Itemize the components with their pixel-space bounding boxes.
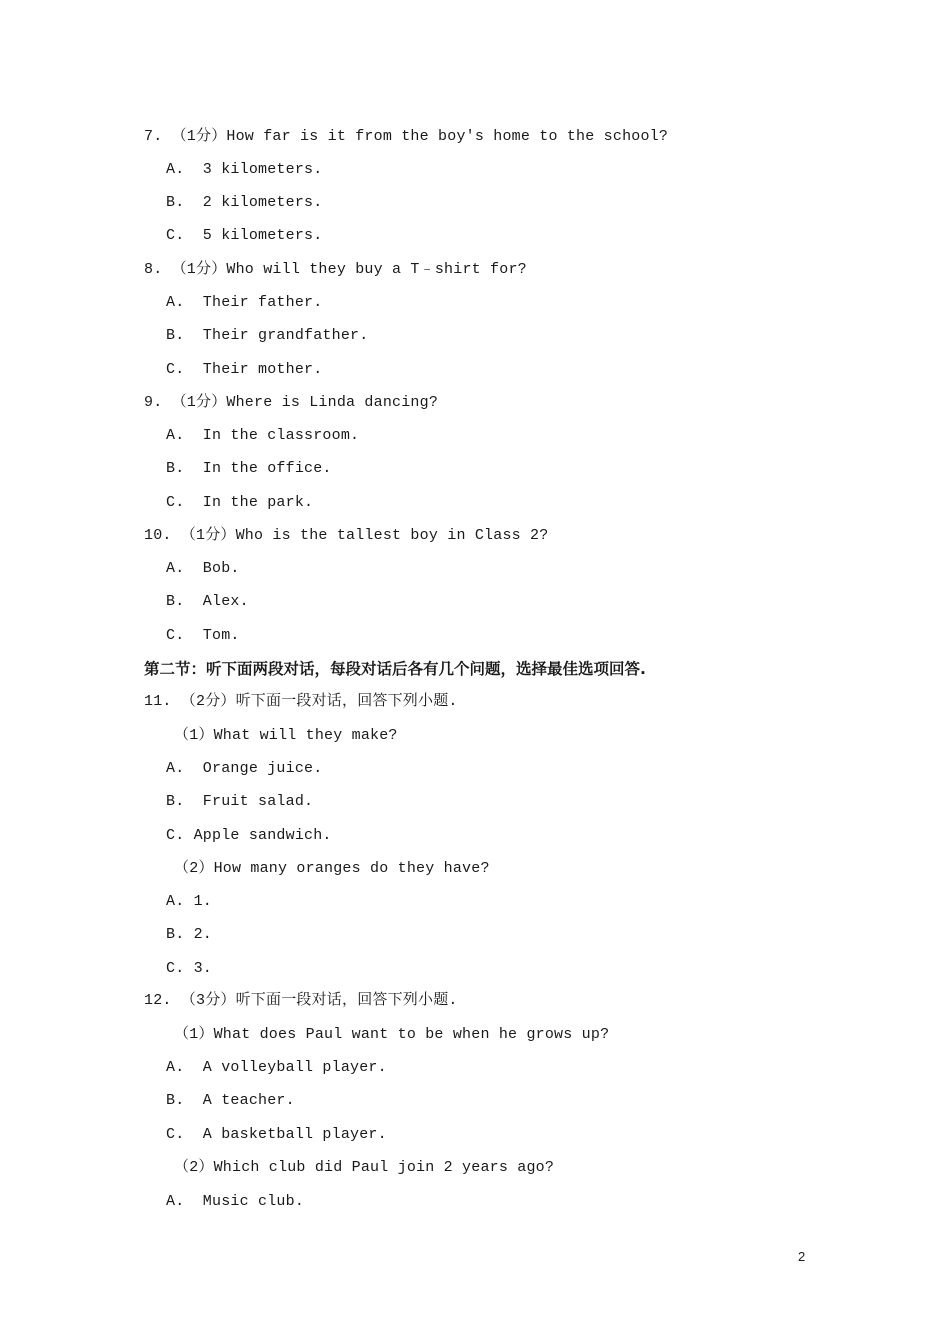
question-12-sub-1-option-c: C. A basketball player. bbox=[166, 1126, 387, 1143]
question-8-stem: 8. （1分）Who will they buy a T﹣shirt for? bbox=[144, 261, 527, 278]
question-11-sub-2-option-a: A. 1. bbox=[166, 893, 213, 910]
question-9-option-a: A. In the classroom. bbox=[166, 427, 360, 444]
question-8-option-a: A. Their father. bbox=[166, 294, 323, 311]
question-10-stem: 10. （1分）Who is the tallest boy in Class 2? bbox=[144, 527, 549, 544]
question-12-sub-1-option-a: A. A volleyball player. bbox=[166, 1059, 387, 1076]
question-12-sub-2: （2）Which club did Paul join 2 years ago? bbox=[174, 1159, 555, 1176]
question-11-sub-1: （1）What will they make? bbox=[174, 727, 398, 744]
question-11-stem: 11. （2分）听下面一段对话，回答下列小题. bbox=[144, 693, 458, 710]
question-7-option-b: B. 2 kilometers. bbox=[166, 194, 323, 211]
question-7-option-a: A. 3 kilometers. bbox=[166, 161, 323, 178]
question-11-sub-2-option-c: C. 3. bbox=[166, 960, 213, 977]
question-7-option-c: C. 5 kilometers. bbox=[166, 227, 323, 244]
question-11-sub-1-option-c: C. Apple sandwich. bbox=[166, 827, 332, 844]
page-number: 2 bbox=[798, 1249, 806, 1264]
question-9-option-b: B. In the office. bbox=[166, 460, 332, 477]
question-12-sub-1-option-b: B. A teacher. bbox=[166, 1092, 295, 1109]
question-11-sub-2: （2）How many oranges do they have? bbox=[174, 860, 490, 877]
question-10-option-b: B. Alex. bbox=[166, 593, 249, 610]
question-11-sub-1-option-a: A. Orange juice. bbox=[166, 760, 323, 777]
question-12-sub-1: （1）What does Paul want to be when he grows up? bbox=[174, 1026, 610, 1043]
question-11-sub-2-option-b: B. 2. bbox=[166, 926, 213, 943]
question-10-option-a: A. Bob. bbox=[166, 560, 240, 577]
question-7-stem: 7. （1分）How far is it from the boy's home to the school? bbox=[144, 128, 669, 145]
question-8-option-c: C. Their mother. bbox=[166, 361, 323, 378]
question-11-sub-1-option-b: B. Fruit salad. bbox=[166, 793, 314, 810]
question-8-option-b: B. Their grandfather. bbox=[166, 327, 369, 344]
section-2-heading: 第二节：听下面两段对话，每段对话后各有几个问题，选择最佳选项回答. bbox=[144, 660, 646, 678]
question-10-option-c: C. Tom. bbox=[166, 627, 240, 644]
question-9-option-c: C. In the park. bbox=[166, 494, 314, 511]
question-12-sub-2-option-a: A. Music club. bbox=[166, 1193, 305, 1210]
question-12-stem: 12. （3分）听下面一段对话，回答下列小题. bbox=[144, 992, 458, 1009]
question-9-stem: 9. （1分）Where is Linda dancing? bbox=[144, 394, 439, 411]
